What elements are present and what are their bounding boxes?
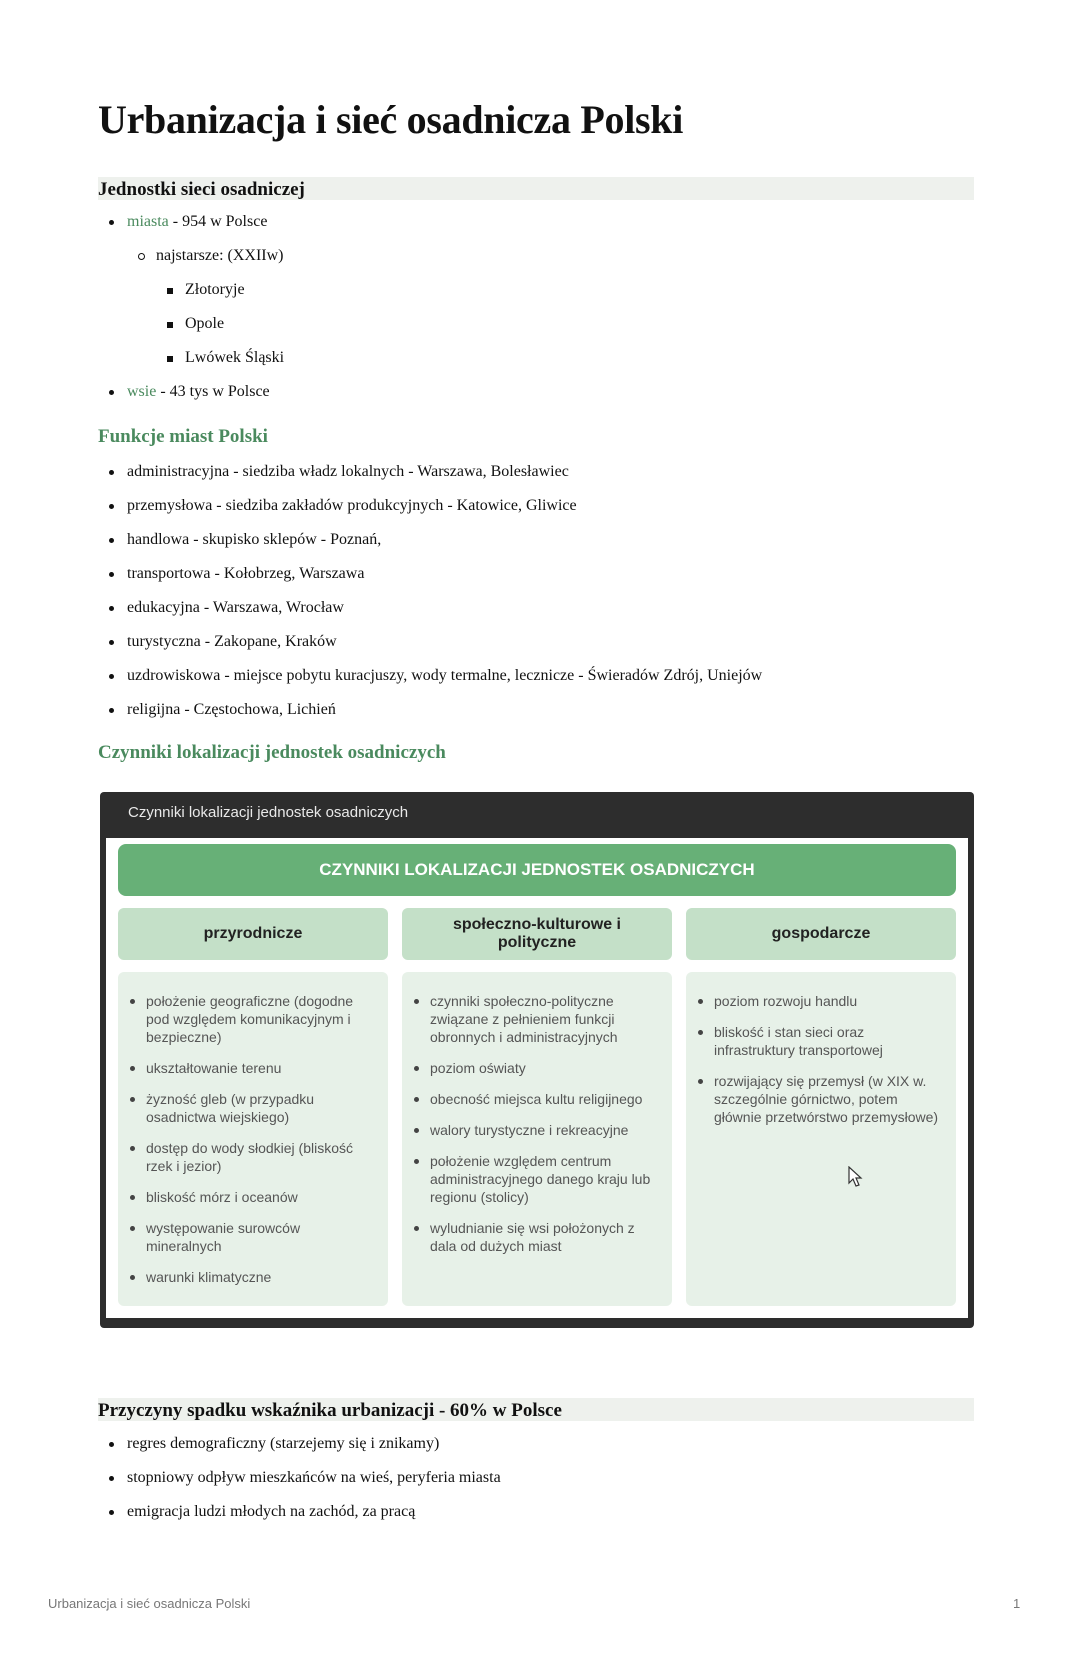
list-item: rozwijający się przemysł (w XIX w. szczególnie górnictwo, potem głównie przetwórstwo przemysłowe) — [714, 1072, 946, 1126]
section-heading-funkcje: Funkcje miast Polski — [98, 426, 268, 447]
mouse-cursor-icon — [848, 1166, 864, 1188]
footer-page-number: 1 — [1013, 1596, 1021, 1611]
list-item — [98, 314, 284, 348]
figure-body — [106, 838, 968, 1318]
list-item: bliskość i stan sieci oraz infrastruktury transportowej — [714, 1023, 946, 1059]
city-functions-list — [98, 462, 762, 734]
column-header-spoleczno — [402, 908, 672, 960]
list-item: uzdrowiskowa - miejsce pobytu kuracjuszy, wody termalne, lecznicze - Świeradów Zdrój, Uniejów — [98, 666, 762, 700]
keyword: miasta — [127, 213, 169, 230]
section-heading-przyczyny: Przyczyny spadku wskaźnika urbanizacji - 60% w Polsce — [98, 1398, 974, 1421]
list-item: dostęp do wody słodkiej (bliskość rzek i jezior) — [146, 1139, 378, 1175]
list-item — [98, 212, 284, 246]
column-przyrodnicze — [118, 972, 388, 1306]
list-item-text: najstarsze: (XXIIw) — [156, 247, 284, 264]
keyword: wsie — [127, 383, 157, 400]
settlement-units-list — [98, 212, 284, 416]
list-item: transportowa - Kołobrzeg, Warszawa — [98, 564, 762, 598]
list-item: czynniki społeczno-polityczne związane z pełnieniem funkcji obronnych i administracyjnych — [430, 992, 662, 1046]
list-item: poziom oświaty — [430, 1059, 662, 1077]
list-item: turystyczna - Zakopane, Kraków — [98, 632, 762, 666]
column-gospodarcze — [686, 972, 956, 1306]
list-item: ukształtowanie terenu — [146, 1059, 378, 1077]
section-heading-jednostki: Jednostki sieci osadniczej — [98, 177, 974, 200]
urbanization-causes-list — [98, 1434, 501, 1536]
list-item-text: - 954 w Polsce — [168, 213, 268, 230]
list-item: emigracja ludzi młodych na zachód, za pracą — [98, 1502, 501, 1536]
list-item: poziom rozwoju handlu — [714, 992, 946, 1010]
list-item: religijna - Częstochowa, Lichień — [98, 700, 762, 734]
list-item-text: Opole — [185, 315, 225, 332]
figure-main-label: CZYNNIKI LOKALIZACJI JEDNOSTEK OSADNICZYCH — [118, 844, 956, 896]
factor-list — [686, 972, 956, 1126]
list-item-text: Złotoryje — [185, 281, 245, 298]
list-item: walory turystyczne i rekreacyjne — [430, 1121, 662, 1139]
column-header-przyrodnicze: przyrodnicze — [118, 908, 388, 960]
list-item: obecność miejsca kultu religijnego — [430, 1090, 662, 1108]
factor-list — [118, 972, 388, 1286]
list-item-text: - 43 tys w Polsce — [156, 383, 270, 400]
list-item: położenie geograficzne (dogodne pod względem komunikacyjnym i bezpieczne) — [146, 992, 378, 1046]
list-item: występowanie surowców mineralnych — [146, 1219, 378, 1255]
list-item — [98, 348, 284, 382]
list-item: żyzność gleb (w przypadku osadnictwa wiejskiego) — [146, 1090, 378, 1126]
list-item-text: Lwówek Śląski — [185, 349, 285, 366]
list-item — [98, 382, 284, 416]
list-item: wyludnianie się wsi położonych z dala od dużych miast — [430, 1219, 662, 1255]
list-item: regres demograficzny (starzejemy się i znikamy) — [98, 1434, 501, 1468]
list-item: warunki klimatyczne — [146, 1268, 378, 1286]
list-item: stopniowy odpływ mieszkańców na wieś, peryferia miasta — [98, 1468, 501, 1502]
list-item — [98, 246, 284, 280]
column-header-gospodarcze: gospodarcze — [686, 908, 956, 960]
list-item: edukacyjna - Warszawa, Wrocław — [98, 598, 762, 632]
list-item: przemysłowa - siedziba zakładów produkcyjnych - Katowice, Gliwice — [98, 496, 762, 530]
list-item — [98, 280, 284, 314]
factors-figure — [100, 792, 974, 1328]
figure-window-title: Czynniki lokalizacji jednostek osadniczych — [128, 804, 409, 821]
page-title: Urbanizacja i sieć osadnicza Polski — [98, 97, 684, 142]
factor-list — [402, 972, 672, 1255]
list-item: bliskość mórz i oceanów — [146, 1188, 378, 1206]
column-header-text: społeczno-kulturowe i polityczne — [452, 916, 621, 951]
footer-title: Urbanizacja i sieć osadnicza Polski — [48, 1596, 251, 1611]
list-item: handlowa - skupisko sklepów - Poznań, — [98, 530, 762, 564]
column-spoleczno — [402, 972, 672, 1306]
list-item: administracyjna - siedziba władz lokalnych - Warszawa, Bolesławiec — [98, 462, 762, 496]
list-item: położenie względem centrum administracyjnego danego kraju lub regionu (stolicy) — [430, 1152, 662, 1206]
section-heading-czynniki: Czynniki lokalizacji jednostek osadniczych — [98, 742, 446, 763]
